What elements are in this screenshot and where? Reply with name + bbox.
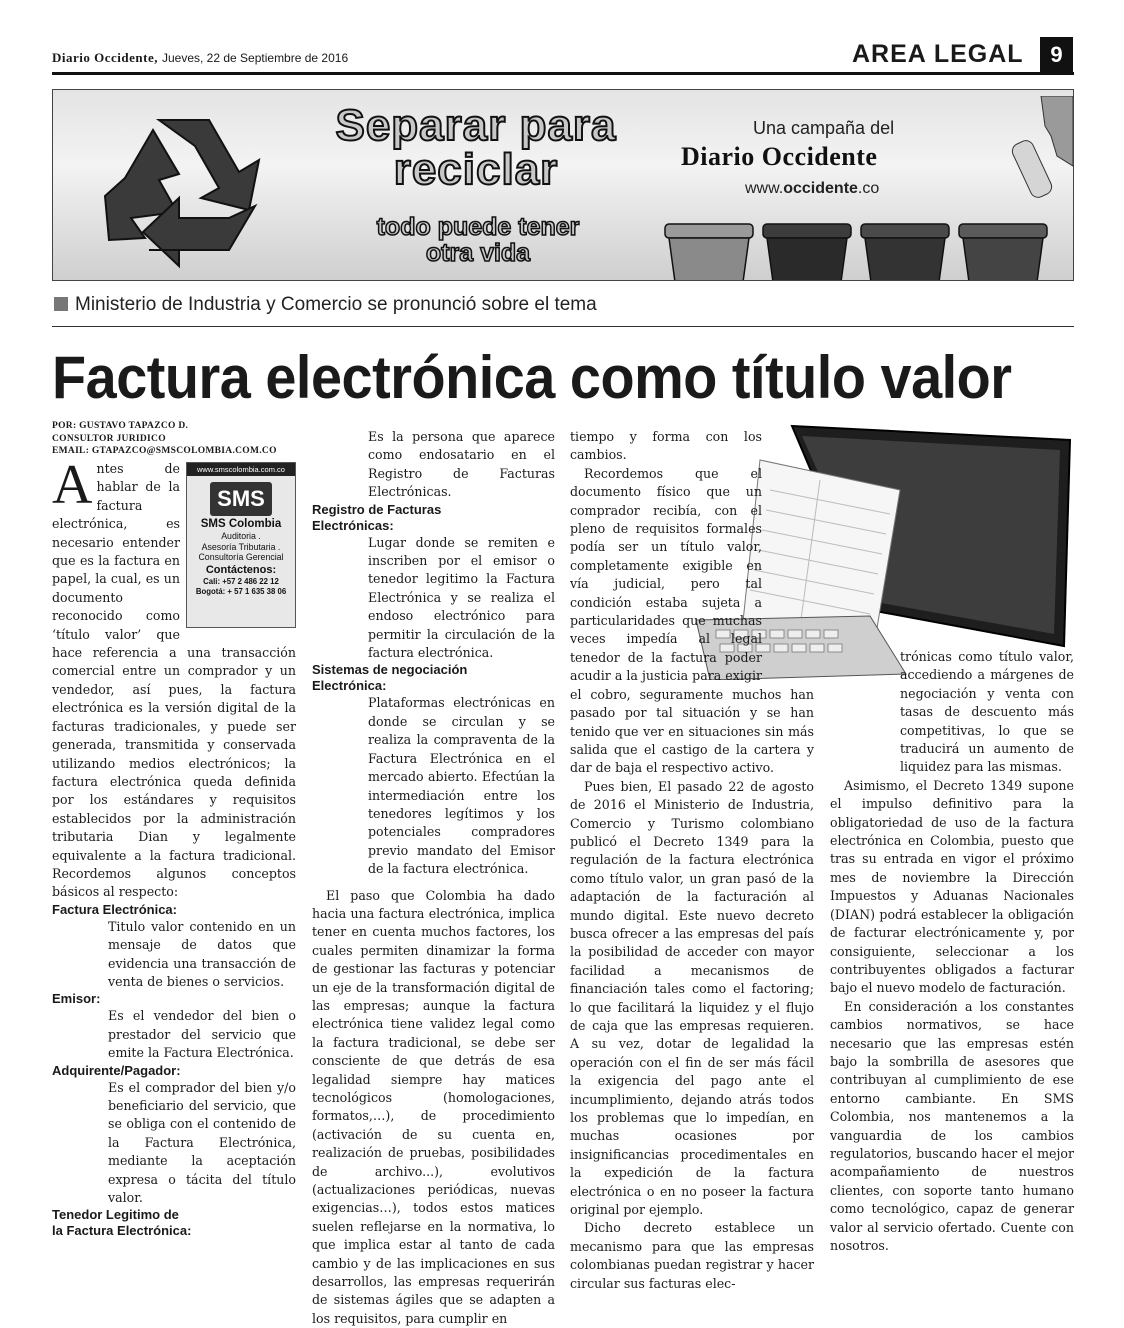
header-rule bbox=[52, 72, 1074, 75]
body-paragraph: El paso que Colombia ha dado hacia una factura electrónica, implica tener en cuenta muchos factores, los cuales permiten dinamizar la forma de gestionar las facturas y potenciar un eje de la transformación digital de las empresas; aunque la factura electrónica tiene validez legal como la factura tradicional, se debe ser consciente de que detrás de esa legalidad siempre hay matices tecnológicos (homologaciones, formatos,…), de procedimiento (activación de su cuenta en, realización de pruebas, posibilidades de archivo...), evolutivos (actualizaciones periódicas, nuevas exigencias…), todos estos matices suelen reflejarse en la normativa, lo que implica estar al tanto de cada cambio y de las implicaciones en sus desarrollos, las empresas requerirán de sistemas ágiles que se adapten a los requisitos, para cumplir en bbox=[312, 887, 555, 1326]
byline-role: CONSULTOR JURIDICO bbox=[52, 433, 166, 444]
recycling-bins-icon bbox=[661, 212, 1061, 281]
sms-colombia-ad bbox=[186, 462, 296, 628]
body-paragraph: Recordemos que el documento físico que un comprador recibía, con el pleno de requisitos formales podía ser un título valor, completamente exigible en vía judicial, pero tal condición estaba sujeta a particularidades que muchas veces impedía al legal tenedor de la factura poder acudir a la justicia para exigir el cobro, seguramente muchos han pasado por tal situación y se han tenido que ver en situaciones sin más salida que el castigo de la cartera y dar de baja el respectivo activo. bbox=[570, 465, 814, 776]
ad-company-name: SMS Colombia bbox=[200, 518, 282, 530]
term-heading: Emisor: bbox=[52, 991, 101, 1007]
newspaper-name: Diario Occidente, bbox=[52, 50, 158, 65]
body-paragraph: Pues bien, El pasado 22 de agosto de 2016 el Ministerio de Industria, Comercio y Turismo colombiano publicó el Decreto 1349 para la regulación de la factura electrónica como título valor, un gran pasó de la adaptación de la facturación al mundo digital. Este nuevo decreto busca ofrecer a las empresas del país la posibilidad de acceder con mayor facilidad a mecanismos de financiación tales como el factoring; lo que facilitará la liquidez y el flujo de caja que las empresas requieren. A su vez, dotar de legalidad la operación con el fin de ser más fácil la exigencia del pago ante el incumplimiento, dejando atrás todos los problemas que lo impedían, en muchas ocasiones por insignificancias procedimentales en la expedición de la factura electrónica o en no poseer la factura original por ejemplo. bbox=[570, 778, 814, 1218]
byline-email: EMAIL: GTAPAZCO@SMSCOLOMBIA.COM.CO bbox=[52, 446, 277, 456]
ad-phone-bogota: Bogotá: + 57 1 635 38 06 bbox=[195, 586, 287, 596]
term-definition: Titulo valor contenido en un mensaje de datos que evidencia una transacción de venta de bienes o servicios. bbox=[108, 918, 296, 989]
ad-service: Asesoría Tributaria . bbox=[201, 541, 281, 552]
section-title: AREA LEGAL bbox=[852, 40, 1024, 68]
ad-website: www.smscolombia.com.co bbox=[187, 463, 295, 476]
term-heading: Adquirente/Pagador: bbox=[52, 1062, 181, 1078]
column-4 bbox=[830, 648, 1074, 1255]
term-definition: Es el comprador del bien y/o beneficiario del servicio, que se obliga con el contenido de la Factura Electrónica, mediante la aceptación expresa o tácita del título valor. bbox=[108, 1079, 296, 1206]
bullet-square-icon bbox=[54, 297, 68, 311]
body-paragraph: tiempo y forma con los cambios. bbox=[570, 429, 762, 463]
term-heading: Factura Electrónica: bbox=[52, 901, 177, 917]
term-definition: Plataformas electrónicas en donde se circulan y se realiza la compraventa de la Factura Electrónica en el mercado abierto. Efectúan la intermediación entre los tenedores legítimos y los potenciales compradores previo mandato del Emisor de la factura electrónica. bbox=[368, 695, 555, 877]
intro-paragraph: Antes de hablar de la factura electrónica, es necesario entender que es la factura en papel, la cual, es un documento reconocido como ‘título valor’ que hace referencia a una transacción comercial entre un comprador y un vendedor, así pues, la factura electrónica es la versión digital de la facturas tradicionales, y puede ser generada, transmitida y conservada utilizando medios electrónicos; la factura electrónica queda definida por los estándares y requisitos establecidos por la administración tributaria Dian y legalmente equivalente a la factura tradicional. Recordemos algunos conceptos básicos al respecto: bbox=[52, 454, 296, 900]
hand-bottle-icon bbox=[1001, 96, 1073, 206]
term-definition: Es la persona que aparece como endosatario en el Registro de Facturas Electrónicas. bbox=[368, 429, 555, 500]
banner-title: Separar para reciclar bbox=[335, 101, 617, 194]
body-paragraph: trónicas como título valor, accediendo a márgenes de negociación y venta con tasas de descuento más competitivas, lo que se traducirá un aumento de liquidez para las mismas. bbox=[900, 649, 1074, 775]
recycle-symbol-icon bbox=[89, 100, 279, 272]
masthead bbox=[52, 50, 348, 66]
kicker-rule bbox=[52, 326, 1074, 327]
banner-subtitle: todo puede tener otra vida bbox=[376, 213, 580, 267]
term-definition: Es el vendedor del bien o prestador del servicio que emite la Factura Electrónica. bbox=[108, 1008, 296, 1061]
term-heading: Sistemas de negociación Electrónica: bbox=[312, 662, 468, 694]
column-1 bbox=[52, 454, 296, 1239]
byline bbox=[52, 420, 277, 458]
body-paragraph: En consideración a los constantes cambios normativos, se hace necesario que las empresas estén bajo la sombrilla de asesores que contribuyan al cumplimiento de ese entorno cambiante. En SMS Colombia, nos mantenemos a la vanguardia de los cambios regulatorios, buscando hacer el mejor acompañamiento de nuestros clientes, con soporte tanto humano como tecnológico, capaz de generar valor al servicio ofertado. Cuente con nosotros. bbox=[830, 998, 1074, 1253]
column-2 bbox=[312, 428, 555, 1328]
campaign-text: Una campaña del bbox=[753, 118, 895, 138]
body-paragraph: Dicho decreto establece un mecanismo para que las empresas colombianas puedan registrar y hacer circular sus facturas elec- bbox=[570, 1220, 814, 1291]
diario-occidente-logo: Diario Occidente bbox=[681, 142, 878, 171]
recycling-banner bbox=[52, 89, 1074, 281]
issue-date: Jueves, 22 de Septiembre de 2016 bbox=[161, 51, 349, 65]
body-paragraph: Asimismo, el Decreto 1349 supone el impulso definitivo para la obligatoriedad de uso de la factura electrónica en Colombia, puesto que tras su entrada en vigor el próximo mes de noviembre la Dirección Impuestos y Aduanas Nacionales (DIAN) podrá establecer la obligación de facturar electrónicamente y, por consiguiente, seleccionar a los contribuyentes obligados a facturar bajo el nuevo modelo de facturación. bbox=[830, 777, 1074, 996]
term-definition: Lugar donde se remiten e inscriben por el emisor o tenedor legitimo la Factura Electrónica y se realiza el endoso electrónico para permitir la circulación de la factura electrónica. bbox=[368, 534, 555, 661]
ad-phone-cali: Cali: +57 2 486 22 12 bbox=[203, 576, 279, 586]
image-wrap-spacer bbox=[762, 428, 814, 668]
column-3 bbox=[570, 428, 814, 1293]
sms-logo: SMS bbox=[210, 482, 272, 516]
drop-cap: A bbox=[52, 454, 93, 516]
term-heading: Registro de Facturas Electrónicas: bbox=[312, 501, 442, 533]
byline-author: POR: GUSTAVO TAPAZCO D. bbox=[52, 421, 189, 431]
ad-service: Consultoría Gerencial bbox=[198, 552, 284, 562]
ad-service: Auditoria . bbox=[221, 531, 261, 541]
ad-contact-title: Contáctenos: bbox=[205, 563, 277, 576]
banner-url: www.occidente.co bbox=[745, 180, 880, 197]
kicker: Ministerio de Industria y Comercio se pronunció sobre el tema bbox=[54, 294, 597, 316]
page-number: 9 bbox=[1040, 37, 1073, 72]
term-heading: Tenedor Legitimo de la Factura Electrónica: bbox=[52, 1207, 192, 1239]
headline: Factura electrónica como título valor bbox=[52, 344, 1012, 411]
